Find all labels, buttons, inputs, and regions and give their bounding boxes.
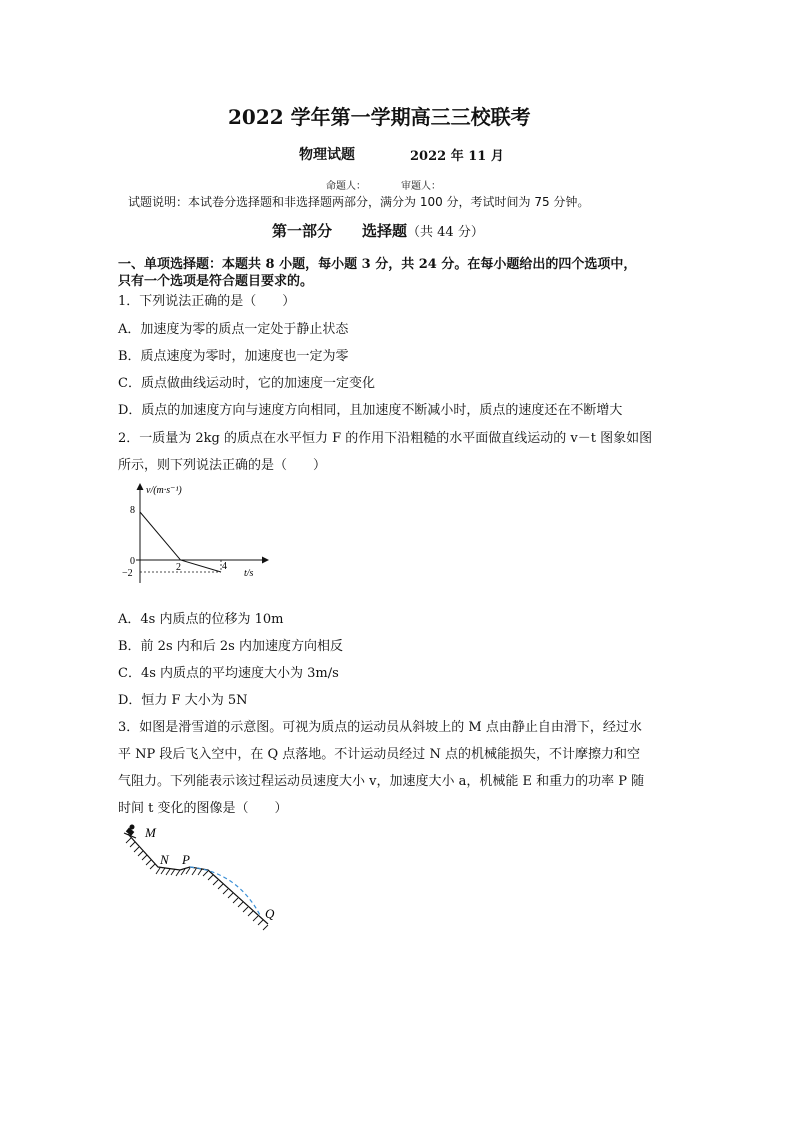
- label-Q: Q: [265, 906, 275, 921]
- x-tick-4: 4: [222, 561, 227, 572]
- page-title: 2022 学年第一学期高三三校联考: [228, 105, 531, 129]
- q1-option-a: A．加速度为零的质点一定处于静止状态: [118, 322, 349, 337]
- y-tick-8: 8: [130, 505, 135, 516]
- slope-line: [128, 834, 268, 924]
- section-heading: [272, 220, 484, 241]
- q2-stem-line2: 所示，则下列说法正确的是（ ）: [118, 458, 327, 473]
- q3-stem-line4: 时间 t 变化的图像是（ ）: [118, 801, 288, 816]
- q1-stem: 1．下列说法正确的是（ ）: [118, 294, 296, 309]
- q2-stem-line1: 2．一质量为 2kg 的质点在水平恒力 F 的作用下沿粗糙的水平面做直线运动的 v－t 图象如图: [118, 431, 653, 446]
- section-title: 第一部分 选择题: [272, 222, 408, 240]
- q2-option-b: B．前 2s 内和后 2s 内加速度方向相反: [118, 639, 343, 654]
- q3-stem-line2: 平 NP 段后飞入空中，在 Q 点落地。不计运动员经过 N 点的机械能损失，不计摩擦力和空: [118, 747, 640, 762]
- section-intro-line1: 一、单项选择题：本题共 8 小题，每小题 3 分，共 24 分。在每小题给出的四个选项中，: [118, 257, 637, 272]
- authors-line: 命题人： 审题人：: [326, 181, 441, 192]
- skier-icon: [124, 825, 136, 839]
- vt-graph: [118, 478, 278, 588]
- label-N: N: [160, 852, 169, 867]
- q3-stem-line3: 气阻力。下列能表示该过程运动员速度大小 v，加速度大小 a，机械能 E 和重力的功率 P 随: [118, 774, 645, 789]
- q2-option-c: C．4s 内质点的平均速度大小为 3m/s: [118, 666, 339, 681]
- subject-title: 物理试题: [299, 147, 355, 163]
- q3-stem-line1: 3．如图是滑雪道的示意图。可视为质点的运动员从斜坡上的 M 点由静止自由滑下，经过水: [118, 720, 642, 735]
- y-tick-neg2: −2: [122, 568, 133, 579]
- y-tick-0: 0: [130, 556, 135, 567]
- y-axis-label: v/(m·s⁻¹): [146, 485, 182, 496]
- q2-option-a: A．4s 内质点的位移为 10m: [118, 612, 284, 627]
- section-points: （共 44 分）: [407, 225, 484, 240]
- label-P: P: [182, 852, 190, 867]
- x-tick-2: 2: [176, 562, 181, 573]
- q1-option-b: B．质点速度为零时，加速度也一定为零: [118, 349, 349, 364]
- section-intro-line2: 只有一个选项是符合题目要求的。: [118, 274, 314, 289]
- ski-slope-figure: [118, 822, 288, 932]
- instructions: 试题说明：本试卷分选择题和非选择题两部分，满分为 100 分，考试时间为 75 分钟。: [128, 195, 590, 209]
- slope-hatching: [126, 838, 268, 930]
- x-axis-label: t/s: [244, 568, 254, 579]
- label-M: M: [145, 825, 156, 840]
- q1-option-d: D．质点的加速度方向与速度方向相同，且加速度不断减小时，质点的速度还在不断增大: [118, 403, 623, 418]
- exam-date: 2022 年 11 月: [410, 149, 504, 164]
- q1-option-c: C．质点做曲线运动时，它的加速度一定变化: [118, 376, 375, 391]
- q2-option-d: D．恒力 F 大小为 5N: [118, 693, 248, 708]
